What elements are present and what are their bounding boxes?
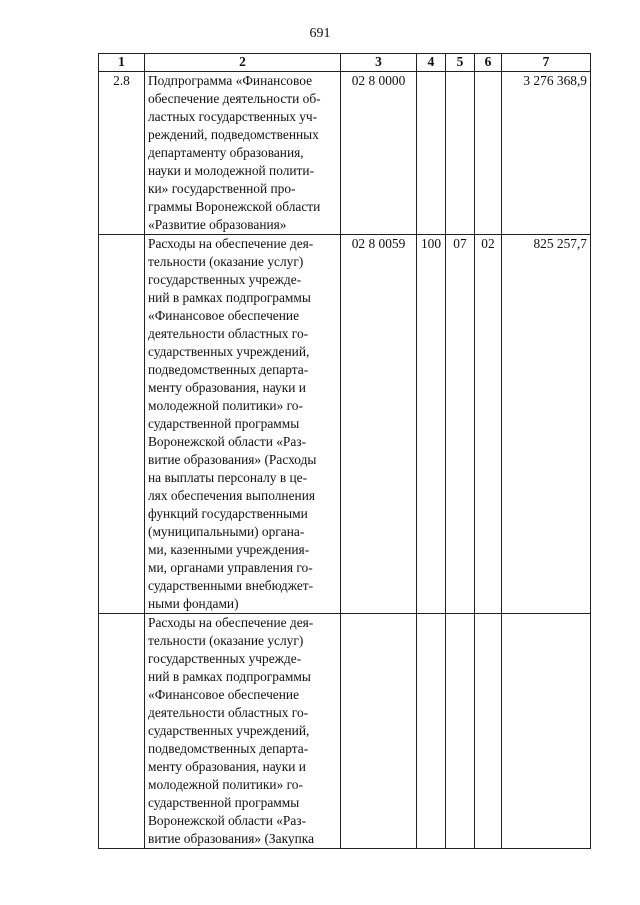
row-description: Подпрограмма «Финансовое обеспечение деятельности об- ластных государственных уч- реждений, подведомственных департаменту образования, науки и молодежной полити- ки» государственной про- граммы Воронежской области «Развитие образования» xyxy=(145,72,341,235)
subsection-code xyxy=(475,72,502,235)
budget-table xyxy=(98,53,591,849)
column-header-6: 6 xyxy=(475,54,502,72)
amount xyxy=(502,614,591,849)
row-description: Расходы на обеспечение дея- тельности (оказание услуг) государственных учрежде- ний в рамках подпрограммы «Финансовое обеспечение деятельности областных го- сударственных учреждений, подведомственных департа- менту образования, науки и молодежной политики» го- сударственной программы Воронежской области «Раз- витие образования» (Расходы на выплаты персоналу в це- лях обеспечения выполнения функций государственными (муниципальными) органа- ми, казенными учреждения- ми, органами управления го- сударственными внебюджет- ными фондами) xyxy=(145,235,341,614)
page-number: 691 xyxy=(309,26,331,41)
table-row xyxy=(99,72,591,235)
section-code xyxy=(446,614,475,849)
row-number: 2.8 xyxy=(99,72,145,235)
table-row xyxy=(99,614,591,849)
expense-group xyxy=(417,72,446,235)
expense-group: 100 xyxy=(417,235,446,614)
amount: 3 276 368,9 xyxy=(502,72,591,235)
section-code xyxy=(446,72,475,235)
column-header-4: 4 xyxy=(417,54,446,72)
target-article-code xyxy=(341,614,417,849)
subsection-code: 02 xyxy=(475,235,502,614)
column-header-1: 1 xyxy=(99,54,145,72)
section-code: 07 xyxy=(446,235,475,614)
table-row xyxy=(99,235,591,614)
row-number xyxy=(99,614,145,849)
target-article-code: 02 8 0000 xyxy=(341,72,417,235)
column-header-7: 7 xyxy=(502,54,591,72)
header-row xyxy=(99,54,591,72)
expense-group xyxy=(417,614,446,849)
column-header-2: 2 xyxy=(145,54,341,72)
amount: 825 257,7 xyxy=(502,235,591,614)
row-description: Расходы на обеспечение дея- тельности (оказание услуг) государственных учрежде- ний в рамках подпрограммы «Финансовое обеспечение деятельности областных го- сударственных учреждений, подведомственных департа- менту образования, науки и молодежной политики» го- сударственной программы Воронежской области «Раз- витие образования» (Закупка xyxy=(145,614,341,849)
column-header-3: 3 xyxy=(341,54,417,72)
target-article-code: 02 8 0059 xyxy=(341,235,417,614)
row-number xyxy=(99,235,145,614)
subsection-code xyxy=(475,614,502,849)
column-header-5: 5 xyxy=(446,54,475,72)
